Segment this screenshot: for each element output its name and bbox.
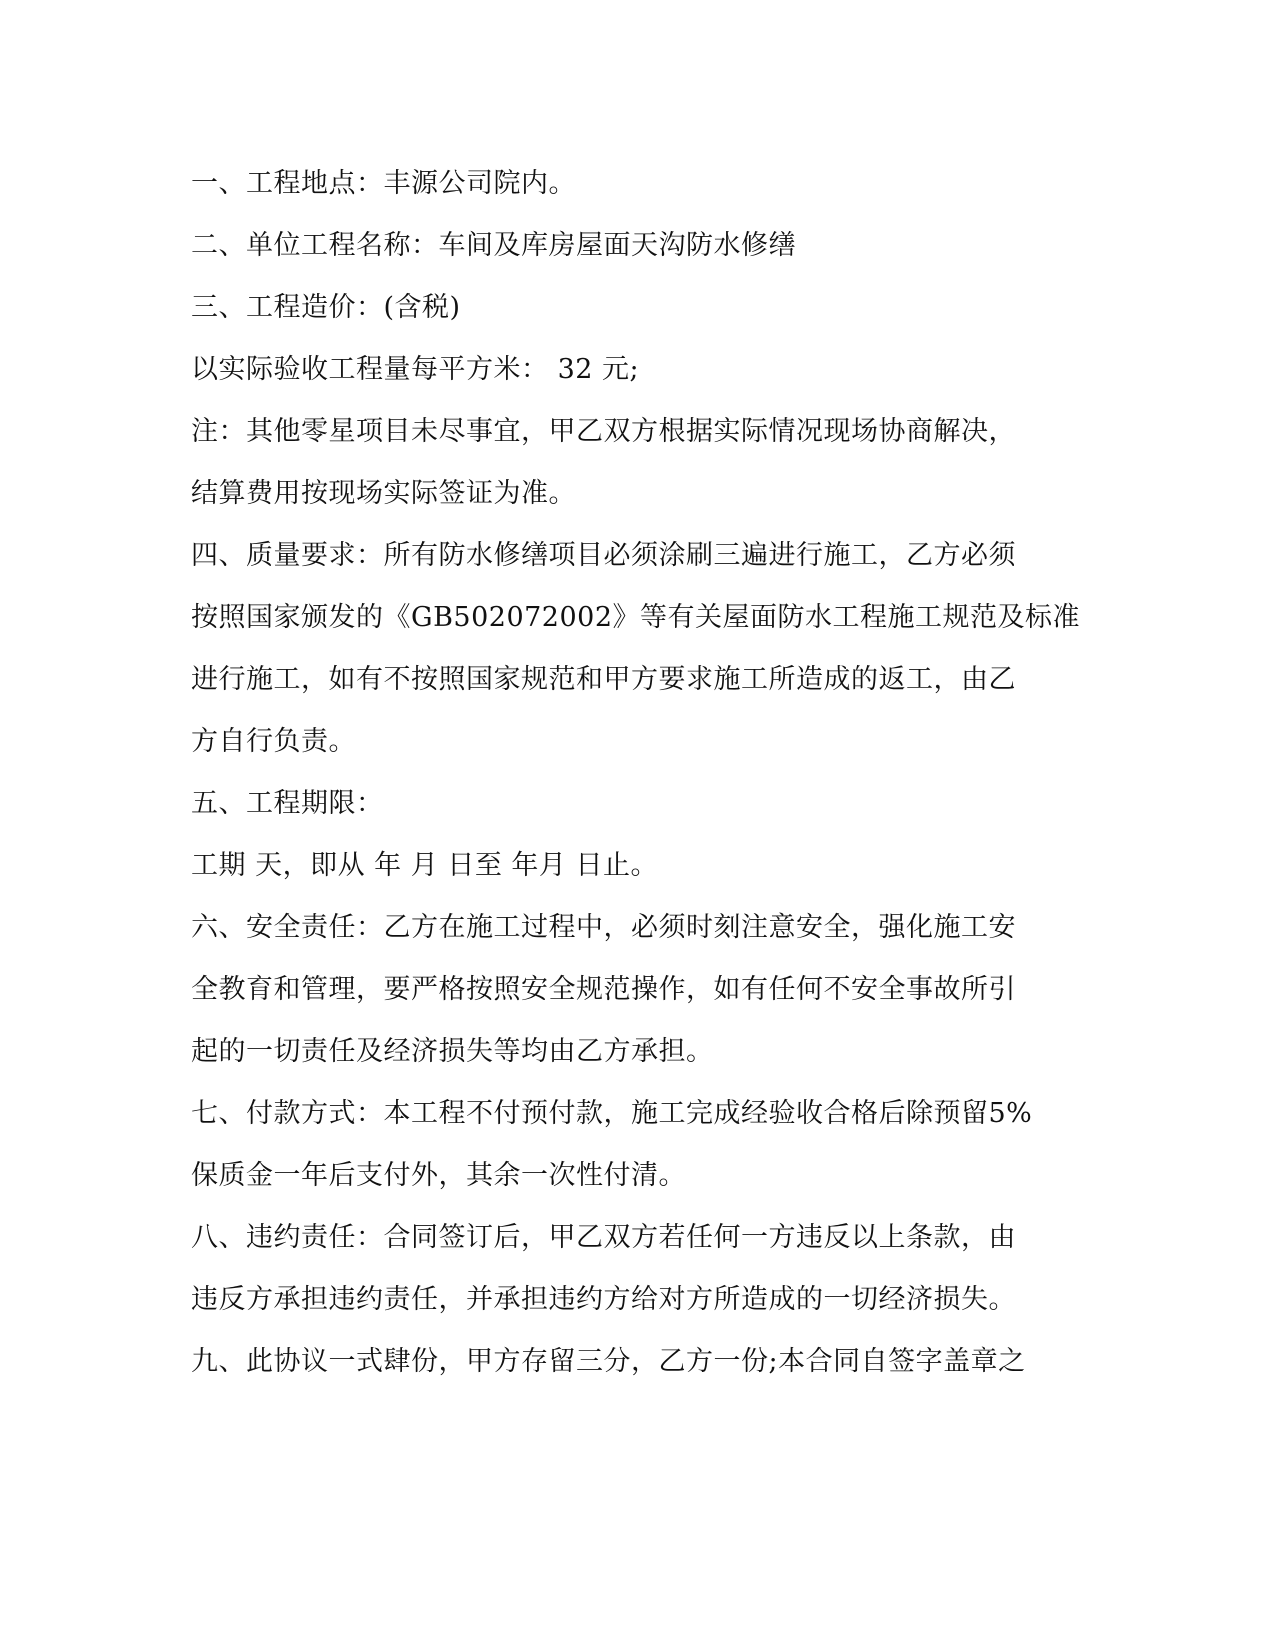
- clause-9-copies-line-1: 九、此协议一式肆份，甲方存留三分，乙方一份;本合同自签字盖章之: [191, 1346, 1026, 1377]
- clause-6-safety-line-3: 起的一切责任及经济损失等均由乙方承担。: [191, 1036, 714, 1067]
- clause-3-unit-price: 以实际验收工程量每平方米： 32 元;: [191, 354, 640, 385]
- clause-6-safety-line-2: 全教育和管理，要严格按照安全规范操作，如有任何不安全事故所引: [191, 974, 1016, 1005]
- clause-7-payment-line-2: 保质金一年后支付外，其余一次性付清。: [191, 1160, 686, 1191]
- clause-4-quality-line-1: 四、质量要求：所有防水修缮项目必须涂刷三遍进行施工，乙方必须: [191, 540, 1016, 571]
- clause-4-quality-line-3: 进行施工，如有不按照国家规范和甲方要求施工所造成的返工，由乙: [191, 664, 1016, 695]
- clause-5-period-detail: 工期 天，即从 年 月 日至 年月 日止。: [191, 850, 658, 881]
- clause-3-cost-heading: 三、工程造价：(含税): [191, 292, 461, 323]
- clause-1-location: 一、工程地点：丰源公司院内。: [191, 168, 576, 199]
- clause-7-payment-line-1: 七、付款方式：本工程不付预付款，施工完成经验收合格后除预留5%: [191, 1098, 1033, 1129]
- clause-3-note-line-2: 结算费用按现场实际签证为准。: [191, 478, 576, 509]
- clause-8-breach-line-2: 违反方承担违约责任，并承担违约方给对方所造成的一切经济损失。: [191, 1284, 1016, 1315]
- clause-6-safety-line-1: 六、安全责任：乙方在施工过程中，必须时刻注意安全，强化施工安: [191, 912, 1016, 943]
- clause-8-breach-line-1: 八、违约责任：合同签订后，甲乙双方若任何一方违反以上条款，由: [191, 1222, 1016, 1253]
- clause-4-quality-line-2: 按照国家颁发的《GB502072002》等有关屋面防水工程施工规范及标准: [191, 602, 1081, 633]
- clause-2-project-name: 二、单位工程名称：车间及库房屋面天沟防水修缮: [191, 230, 796, 261]
- clause-5-period-heading: 五、工程期限：: [191, 788, 384, 819]
- clause-3-note-line-1: 注：其他零星项目未尽事宜，甲乙双方根据实际情况现场协商解决，: [191, 416, 1016, 447]
- clause-4-quality-line-4: 方自行负责。: [191, 726, 356, 757]
